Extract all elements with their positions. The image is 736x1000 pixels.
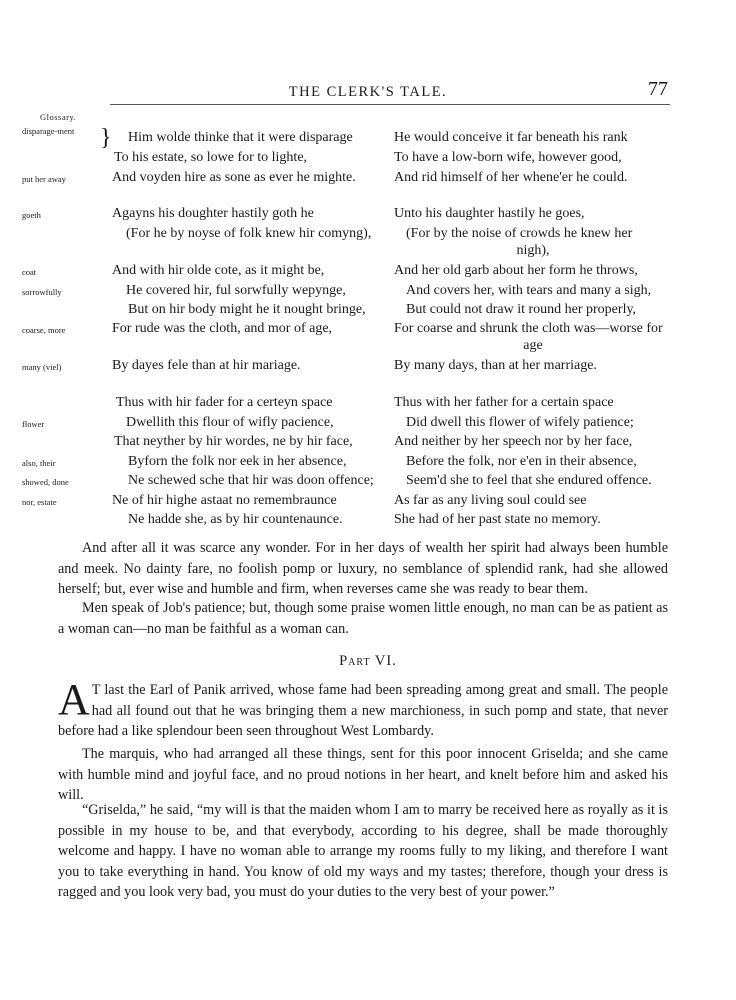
modern-verse: nigh), (516, 243, 550, 258)
modern-verse: (For by the noise of crowds he knew her (406, 226, 633, 241)
gloss-note: many (viel) (22, 362, 62, 372)
gloss-note: goeth (22, 210, 41, 220)
modern-verse: And her old garb about her form he throws, (394, 263, 638, 278)
prose-paragraph (58, 598, 668, 639)
verse-line (0, 512, 736, 530)
prose-paragraph (58, 744, 668, 806)
verse-line (0, 395, 736, 413)
page-number: 77 (648, 78, 668, 100)
verse-line (0, 454, 736, 472)
verse-line (0, 473, 736, 491)
modern-verse: And neither by her speech nor by her face, (394, 434, 633, 449)
drop-cap: A (58, 675, 90, 724)
original-verse: Ne hadde she, as by hir countenaunce. (128, 512, 343, 527)
original-verse: He covered hir, ful sorwfully wepynge, (126, 283, 346, 298)
verse-line (0, 243, 736, 261)
original-verse: But on hir body might he it nought bringe, (128, 302, 366, 317)
original-verse: And voyden hire as sone as ever he mighte. (112, 170, 356, 185)
verse-line (0, 415, 736, 433)
paragraph-text: The marquis, who had arranged all these things, sent for this poor innocent Griselda; and she came with humble mind and joyful face, and no proud notions in her heart, and knelt before him and asked his will. (58, 746, 668, 803)
verse-line (0, 338, 736, 356)
modern-verse: For coarse and shrunk the cloth was—worse for (394, 321, 663, 336)
modern-verse: But could not draw it round her properly, (406, 302, 637, 317)
modern-verse: Unto his daughter hastily he goes, (394, 206, 585, 221)
modern-verse: Thus with her father for a certain space (394, 395, 614, 410)
original-verse: For rude was the cloth, and mor of age, (112, 321, 333, 336)
gloss-note: also, their (22, 458, 56, 468)
gloss-note: put her away (22, 174, 66, 184)
original-verse: (For he by noyse of folk knew hir comyng), (126, 226, 372, 241)
gloss-note: coarse, more (22, 325, 66, 335)
verse-line (0, 493, 736, 511)
brace-mark: } (100, 125, 112, 151)
modern-verse: He would conceive it far beneath his rank (394, 130, 628, 145)
modern-verse: By many days, than at her marriage. (394, 358, 597, 373)
glossary-heading: Glossary. (40, 112, 77, 122)
modern-verse: And rid himself of her whene'er he could. (394, 170, 628, 185)
paragraph-text: Men speak of Job's patience; but, though some praise women little enough, no man can be as patient as a woman can—no man be faithful as a woman can. (58, 600, 668, 637)
prose-paragraph (58, 675, 668, 742)
modern-verse: She had of her past state no memory. (394, 512, 601, 527)
verse-line (0, 226, 736, 244)
original-verse: And with hir olde cote, as it might be, (112, 263, 325, 278)
gloss-note: showed, done (22, 477, 69, 487)
gloss-note: sorrowfully (22, 287, 62, 297)
verse-line (0, 206, 736, 224)
original-verse: Him wolde thinke that it were disparage (128, 130, 353, 145)
gloss-note: flower (22, 419, 45, 429)
modern-verse: Did dwell this flower of wifely patience; (406, 415, 634, 430)
verse-line (0, 302, 736, 320)
modern-verse: As far as any living soul could see (394, 493, 587, 508)
section-heading: Part VI. (339, 653, 397, 669)
verse-line (0, 125, 736, 151)
original-verse: Dwellith this flour of wifly pacience, (126, 415, 334, 430)
verse-line (0, 321, 736, 339)
gloss-note: coat (22, 267, 37, 277)
original-verse: Ne schewed sche that hir was doon offence; (128, 473, 374, 488)
original-verse: To his estate, so lowe for to lighte, (114, 150, 308, 165)
paragraph-text: And after all it was scarce any wonder. For in her days of wealth her spirit had always been humble and meek. No dainty fare, no foolish pomp or luxury, no semblance of splendid rank, had she allowed herself; but, ever wise and humble and firm, when reverses came she was ready to bear them. (58, 540, 668, 597)
header-rule (110, 104, 670, 105)
modern-verse: To have a low-born wife, however good, (394, 150, 622, 165)
verse-line (0, 358, 736, 376)
paragraph-text: “Griselda,” he said, “my will is that the maiden whom I am to marry be received here as royally as it is possible in my house to be, and that everybody, according to his degree, shall be made thoroughly welcome and happy. I have no woman able to arrange my rooms fully to my liking, and therefore I want you to take everything in hand. You know of old my ways and my tastes; therefore, though your dress is ragged and you look very bad, you must do your duties to the very best of your power.” (58, 802, 668, 900)
verse-line (0, 170, 736, 188)
verse-line (0, 434, 736, 452)
verse-line (0, 283, 736, 301)
original-verse: Thus with hir fader for a certeyn space (116, 395, 333, 410)
paragraph-text: T last the Earl of Panik arrived, whose fame had been spreading among great and small. The people had all found out that he was bringing them a new marchioness, in such pomp and state, that never before had a like splendour been seen throughout West Lombardy. (58, 682, 668, 739)
gloss-note: disparage-ment (22, 126, 75, 136)
verse-line (0, 150, 736, 168)
gloss-note: nor, estate (22, 497, 57, 507)
modern-verse: And covers her, with tears and many a sigh, (406, 283, 652, 298)
prose-paragraph (58, 800, 668, 903)
original-verse: Agayns his doughter hastily goth he (112, 206, 314, 221)
modern-verse: Before the folk, nor e'en in their absence, (406, 454, 637, 469)
original-verse: Byforn the folk nor eek in her absence, (128, 454, 347, 469)
prose-paragraph (58, 538, 668, 600)
original-verse: That neyther by hir wordes, ne by hir face, (114, 434, 353, 449)
original-verse: By dayes fele than at hir mariage. (112, 358, 301, 373)
modern-verse: age (523, 338, 543, 353)
original-verse: Ne of hir highe astaat no remembraunce (112, 493, 337, 508)
modern-verse: Seem'd she to feel that she endured offence. (406, 473, 652, 488)
running-title: THE CLERK'S TALE. (288, 84, 448, 100)
verse-line (0, 263, 736, 281)
